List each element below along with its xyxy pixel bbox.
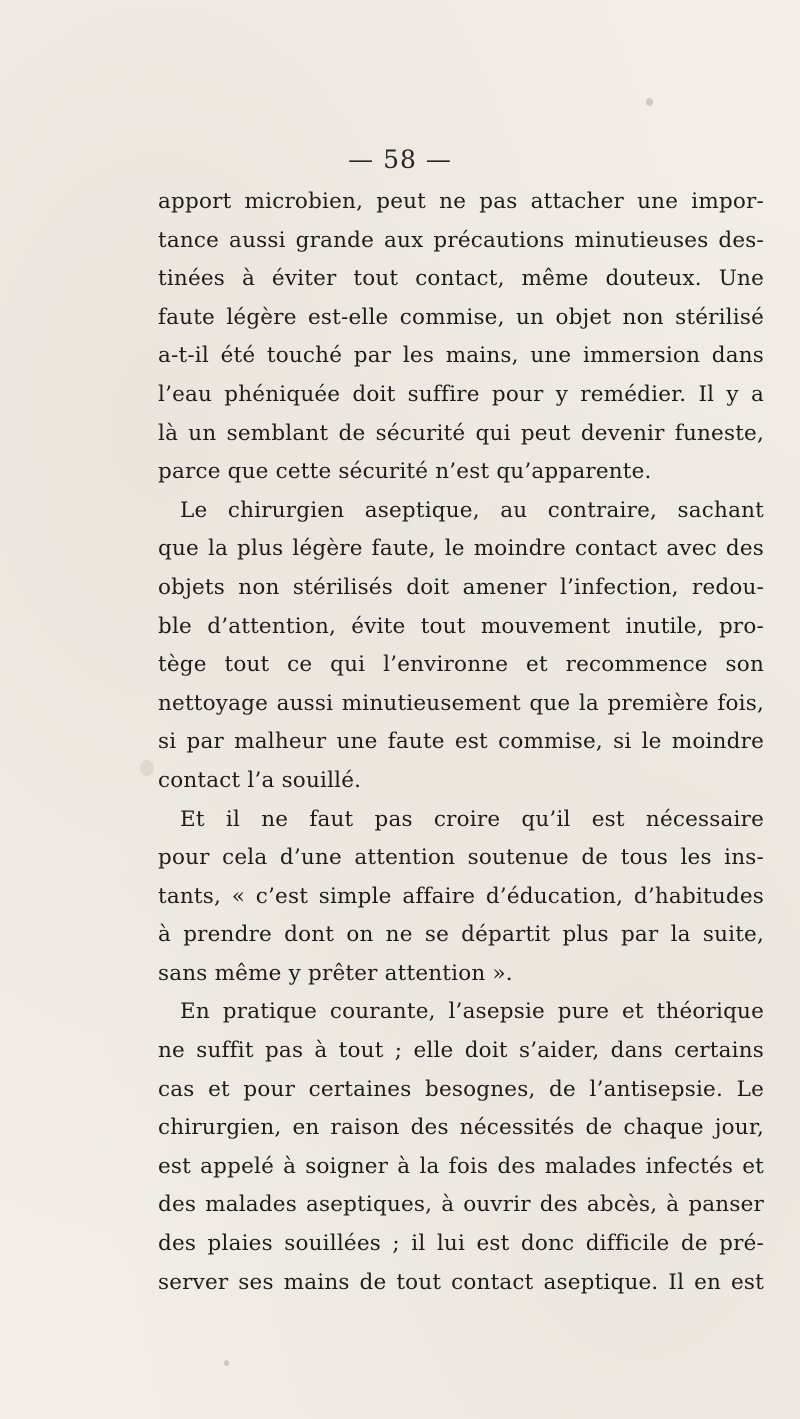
text-line: tinées à éviter tout contact, même douteux. Une [158, 266, 764, 292]
text-line: là un semblant de sécurité qui peut devenir funeste, [158, 420, 764, 446]
text-line: pour cela d’une attention soutenue de tous les ins- [158, 845, 764, 871]
body-text [158, 183, 764, 1302]
text-line: sans même y prêter attention ». [158, 960, 513, 986]
text-line: contact l’a souillé. [158, 767, 362, 793]
text-line: Et il ne faut pas croire qu’il est nécessaire [180, 806, 764, 832]
text-line: est appelé à soigner à la fois des malades infectés et [158, 1153, 764, 1179]
text-line: En pratique courante, l’asepsie pure et théorique [180, 999, 764, 1025]
text-line: tance aussi grande aux précautions minutieuses des- [158, 227, 764, 253]
text-line: des malades aseptiques, à ouvrir des abcès, à panser [158, 1192, 764, 1218]
text-line: que la plus légère faute, le moindre contact avec des [158, 536, 764, 562]
text-line: server ses mains de tout contact aseptique. Il en est [158, 1269, 764, 1295]
text-line: tants, « c’est simple affaire d’éducation, d’habitudes [158, 883, 764, 909]
paper-speck [646, 98, 653, 106]
text-line: ble d’attention, évite tout mouvement inutile, pro- [158, 613, 764, 639]
page-number: — 58 — [348, 145, 452, 174]
text-line: a-t-il été touché par les mains, une immersion dans [158, 343, 764, 369]
text-line: cas et pour certaines besognes, de l’antisepsie. Le [158, 1076, 764, 1102]
text-line: nettoyage aussi minutieusement que la première fois, [158, 690, 764, 716]
text-line: faute légère est-elle commise, un objet non stérilisé [158, 304, 764, 330]
text-line: parce que cette sécurité n’est qu’apparente. [158, 459, 652, 485]
text-line: Le chirurgien aseptique, au contraire, sachant [180, 497, 764, 523]
text-line: l’eau phéniquée doit suffire pour y remédier. Il y a [158, 381, 764, 407]
text-line: des plaies souillées ; il lui est donc difficile de pré- [158, 1231, 764, 1257]
text-line: apport microbien, peut ne pas attacher une impor- [158, 189, 764, 214]
text-line: ne suffit pas à tout ; elle doit s’aider, dans certains [158, 1038, 764, 1064]
text-line: à prendre dont on ne se départit plus par la suite, [158, 922, 764, 948]
paper-speck [224, 1360, 229, 1366]
paper-speck [140, 760, 154, 776]
text-line: tège tout ce qui l’environne et recommence son [158, 652, 764, 678]
text-line: objets non stérilisés doit amener l’infection, redou- [158, 574, 764, 600]
text-line: si par malheur une faute est commise, si le moindre [158, 729, 764, 755]
text-line: chirurgien, en raison des nécessités de chaque jour, [158, 1115, 764, 1141]
